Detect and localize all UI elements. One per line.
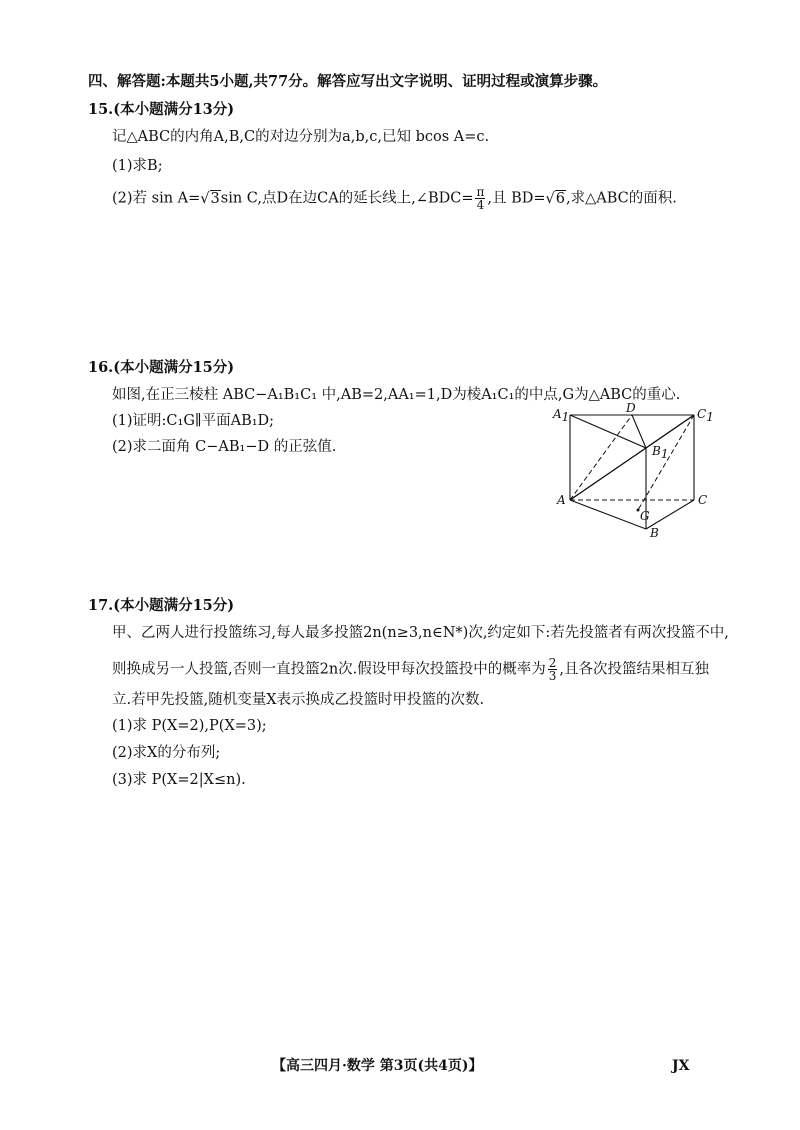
q17-line1: 甲、乙两人进行投篮练习,每人最多投篮2n(n≥3,n∈N*)次,约定如下:若先投篮者有两次投篮不中, (112, 625, 729, 641)
prism-figure (548, 403, 723, 543)
q15-score: (本小题满分13分) (113, 101, 235, 118)
label-g: G (640, 509, 650, 523)
label-d: D (626, 403, 636, 415)
q15-header (88, 100, 234, 120)
q15-part2-text-b: sin C,点D在边CA的延长线上,∠BDC= (220, 190, 474, 207)
edge-b-c (646, 500, 694, 529)
q16-part1: (1)证明:C₁G∥平面AB₁D; (112, 413, 275, 429)
label-c: C (698, 493, 708, 507)
sqrt-3: √3 (200, 190, 220, 207)
footer-page-info: 【高三四月·数学 第3页(共4页)】 (272, 1058, 483, 1074)
q17-number: 17. (88, 597, 114, 614)
q15-part2-text-a: (2)若 sin A= (112, 190, 201, 207)
q15-part1: (1)求B; (112, 158, 163, 174)
section-heading: 四、解答题:本题共5小题,共77分。解答应写出文字说明、证明过程或演算步骤。 (88, 73, 608, 90)
q16-number: 16. (88, 359, 114, 376)
q16-stem: 如图,在正三棱柱 ABC−A₁B₁C₁ 中,AB=2,AA₁=1,D为棱A₁C₁的中点,G为△ABC的重心. (112, 387, 681, 403)
q15-part2 (112, 186, 677, 211)
footer-code: JX (672, 1058, 690, 1074)
q17-score: (本小题满分15分) (113, 597, 235, 614)
label-a1: A1 (553, 407, 570, 424)
fraction-pi-over-4: $\frac{\pi}{4}$ (476, 185, 485, 212)
label-b1: B1 (652, 444, 669, 461)
label-a: A (557, 493, 566, 507)
q17-line2-text-a: 则换成另一人投篮,否则一直投篮2n次.假设甲每次投篮投中的概率为 (112, 661, 546, 678)
edge-a-b (570, 500, 646, 529)
label-b: B (650, 526, 659, 540)
q17-line2 (112, 657, 709, 682)
q17-header (88, 596, 234, 616)
fraction-two-thirds: $\frac{2}{3}$ (548, 656, 557, 683)
q16-part2: (2)求二面角 C−AB₁−D 的正弦值. (112, 439, 337, 455)
q17-part3: (3)求 P(X=2|X≤n). (112, 772, 246, 788)
line-a-b1 (570, 448, 646, 500)
q17-line2-text-b: ,且各次投篮结果相互独 (559, 661, 710, 678)
q15-part2-text-d: ,求△ABC的面积. (566, 190, 677, 207)
q17-part2: (2)求X的分布列; (112, 745, 221, 761)
q15-stem: 记△ABC的内角A,B,C的对边分别为a,b,c,已知 bcos A=c. (112, 129, 490, 145)
q17-part1: (1)求 P(X=2),P(X=3); (112, 718, 267, 734)
label-c1: C1 (697, 407, 714, 424)
hidden-line-a-d (570, 415, 632, 500)
q16-score: (本小题满分15分) (113, 359, 235, 376)
q15-number: 15. (88, 101, 114, 118)
sqrt-6: √6 (545, 190, 565, 207)
q17-line3: 立.若甲先投篮,随机变量X表示换成乙投篮时甲投篮的次数. (112, 692, 485, 708)
q15-part2-text-c: ,且 BD= (487, 190, 546, 207)
q16-header (88, 358, 234, 378)
